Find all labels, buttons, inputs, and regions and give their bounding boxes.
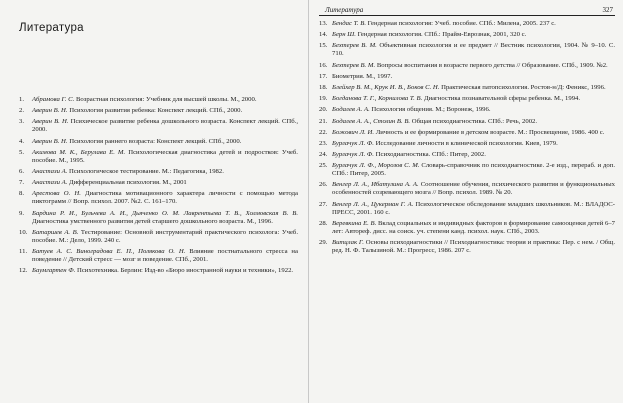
reference-author: Акимова М. К., Берулава Е. М. [32,148,126,156]
reference-number: 21. [319,117,328,125]
reference-number: 1. [19,96,25,103]
reference-item [319,201,615,217]
reference-author: Берн Ш. [332,31,356,39]
reference-item [19,168,298,176]
reference-item [319,118,615,126]
reference-text: Психология раннего возраста: Конспект лекций. СПб., 2000. [67,137,242,145]
reference-number: 18. [319,83,328,91]
reference-author: Аверин В. Н. [32,118,69,126]
reference-text: Тестирование: Основной инструментарий практического психолога: Учеб. пособие. М.: Дело, 1999. 240 с. [32,228,298,244]
reference-author: Бехтерев В. М. [332,42,377,50]
reference-number: 22. [319,128,328,136]
reference-text: Диагностика умственного развития детей старшего дошкольного возраста. М., 1996. [32,217,273,225]
reference-item [19,248,298,264]
reference-text: Объективная психология и ее предмет // Вестник психологии, 1904. № 9–10. С. 710. [332,42,616,58]
reference-text: Гендерная психология: Учеб. пособие. СПб.: Милена, 2005. 237 с. [366,20,556,27]
reference-number: 15. [319,42,328,50]
reference-item [319,62,615,70]
reference-text: Исследование личности в клинической психологии. Киев, 1979. [373,139,558,147]
reference-text: Психологическая диагностика детей и подростков: Учеб. пособие. М., 1995. [32,148,298,164]
reference-number: 8. [19,190,25,198]
reference-item [319,106,615,114]
reference-author: Батуев А. С. Виноградова Е. П., Полякова О. Н. [32,247,186,255]
reference-number: 29. [319,239,328,246]
reference-text: Соотношение обучения, психического развития и функциональных особенностей созревающего мозга // Вопр. психол. 1989. № 20. [332,181,615,197]
reference-author: Богданова Т. Г., Корнилова Т. В. [332,95,423,103]
reference-text: Возрастная психология: Учебник для высшей школы. М., 2000. [74,96,257,103]
reference-item [319,220,615,236]
reference-item [19,149,298,165]
left-page [0,0,309,403]
reference-item [319,84,615,92]
reference-item [319,31,615,39]
reference-author: Бурлачук Л. Ф., Морозов С. М. [332,162,420,170]
reference-item [319,20,615,28]
reference-author: Бодалев А. А. [332,106,370,114]
reference-number: 13. [319,20,328,27]
reference-text: Общая психодиагностика. СПб.: Речь, 2002. [410,117,538,125]
reference-item [319,129,615,137]
reference-number: 7. [19,179,25,187]
reference-number: 11. [19,247,28,255]
reference-author: Аверин В. Н. [32,107,68,115]
reference-text: Основы психодиагностики // Психодиагностика: теория и практика: Пер. с нем. / Общ. ред. Н. Ф. Талызиной. М.: Прогресс, 1986. 207 с. [332,239,616,254]
reference-item [19,190,298,206]
reference-item [319,140,615,148]
reference-number: 3. [19,118,25,126]
reference-text: Практическая патопсихология. Ростов-н/Д: Феникс, 1996. [439,83,606,91]
running-head-title: Литература [325,6,364,14]
reference-author: Венгер Л. А., Ибатулина А. А. [332,181,419,189]
reference-number: 26. [319,181,328,189]
reference-author: Анастази А. [32,179,68,187]
reference-number: 9. [19,209,25,217]
reference-number: 23. [319,139,328,147]
reference-number: 4. [19,137,25,145]
reference-text: Личность и ее формирование в детском возрасте. М.: Просвещение, 1986. 400 с. [374,128,605,136]
reference-author: Бехтерев В. М. [332,61,376,69]
reference-number: 2. [19,107,25,115]
reference-item [19,138,298,146]
reference-author: Бурлачук Л. Ф. [332,139,374,147]
right-page [309,0,623,403]
reference-number: 17. [319,72,328,80]
chapter-title: Литература [19,22,84,34]
reference-author: Аверин В. Н. [32,137,68,145]
reference-author: Анастази А. [32,167,68,175]
reference-item [319,151,615,159]
reference-author: Баумгартен Ф. [32,267,76,275]
reference-text: Дифференциальная психология. М., 2001 [67,179,187,187]
reference-item [19,179,298,187]
reference-number: 19. [319,95,328,103]
reference-item [319,73,615,81]
reference-text: Психология развития ребенка: Конспект лекций. СПб., 2000. [67,107,243,115]
reference-text: Биометрия. М., 1997. [332,72,393,80]
reference-list-left [19,96,298,275]
reference-number: 5. [19,148,25,156]
reference-number: 12. [19,267,28,275]
reference-author: Арестова О. Н. [32,190,81,198]
reference-text: Вопросы воспитания в возрасте первого детства // Образование. СПб., 1909. №2. [375,61,608,69]
reference-number: 24. [319,151,328,159]
reference-author: Витцлак Г. [332,239,364,246]
reference-author: Батаршев А. В. [32,228,79,236]
reference-item [319,95,615,103]
reference-text: Психологическое обследование младших школьников. М.: ВЛАДОС-ПРЕСС, 2001. 160 с. [332,200,615,216]
reference-item [19,118,298,134]
reference-item [19,96,298,104]
reference-item [319,239,615,255]
reference-number: 16. [319,61,328,69]
reference-number: 27. [319,200,328,208]
reference-text: Влияние постнатального стресса на поведение // Детский стресс — мозг и поведение. СПб., 2001. [32,247,298,263]
reference-text: Психодиагностика. СПб.: Питер, 2002. [373,151,486,159]
reference-number: 25. [319,162,328,170]
running-head [319,6,615,16]
reference-author: Божович Л. И. [332,128,375,136]
reference-number: 28. [319,219,328,227]
reference-author: Абрамова Г. С. [32,96,75,103]
reference-item [319,162,615,178]
reference-author: Блейхер В. М., Крук И. В., Боков С. Н. [332,83,440,91]
reference-author: Бардина Р. И., Бульчева А. И., Дьяченко О. М. Лаврентьева Т. В., Холмовская В. В. [32,209,298,217]
reference-list-right [319,20,615,255]
reference-number: 14. [319,31,328,39]
reference-item [19,107,298,115]
reference-number: 6. [19,167,25,175]
reference-author: Венгер Л. А., Цукерман Г. А. [332,200,414,208]
reference-text: Психологическое тестирование. М.: Педагогика, 1982. [67,167,224,175]
reference-text: Психическое развитие ребенка дошкольного возраста. Конспект лекций. СПб., 2000. [32,118,298,134]
reference-item [319,42,615,58]
reference-text: Диагностика мотивационного характера личности с помощью метода пиктограмм // Вопр. психол. 2007. №2. С. 161–170. [32,190,298,206]
reference-author: Бендас Т. В. [332,20,366,27]
reference-author: Бодалев А. А., Столин В. В. [332,117,411,125]
reference-item [19,210,298,226]
reference-number: 20. [319,106,328,114]
reference-text: Словарь-справочник по психодиагностике. 2-е изд., перераб. и доп. СПб.: Питер, 2005. [332,162,615,178]
reference-number: 10. [19,228,28,236]
reference-author: Веревкина Е. В. [332,219,377,227]
reference-text: Гендерная психология. СПб.: Прайм-Еврознак, 2001, 320 с. [355,31,527,39]
reference-item [319,181,615,197]
reference-text: Психотехника. Берлин: Изд-во «Бюро иностранной науки и техники», 1922. [75,267,294,275]
page-number: 327 [602,6,613,14]
reference-text: Психология общения. М.; Воронеж, 1996. [369,106,491,114]
reference-item [19,267,298,275]
reference-text: Диагностика познавательной сферы ребенка. М., 1994. [422,95,581,103]
reference-author: Бурлачук Л. Ф. [332,151,374,159]
reference-text: Вклад социальных и индивидных факторов в формирование самооценки детей 6–7 лет: Автореф. дисс. на соиск. уч. степени канд. психол. наук. СПб., 2003. [332,219,615,235]
reference-item [19,229,298,245]
